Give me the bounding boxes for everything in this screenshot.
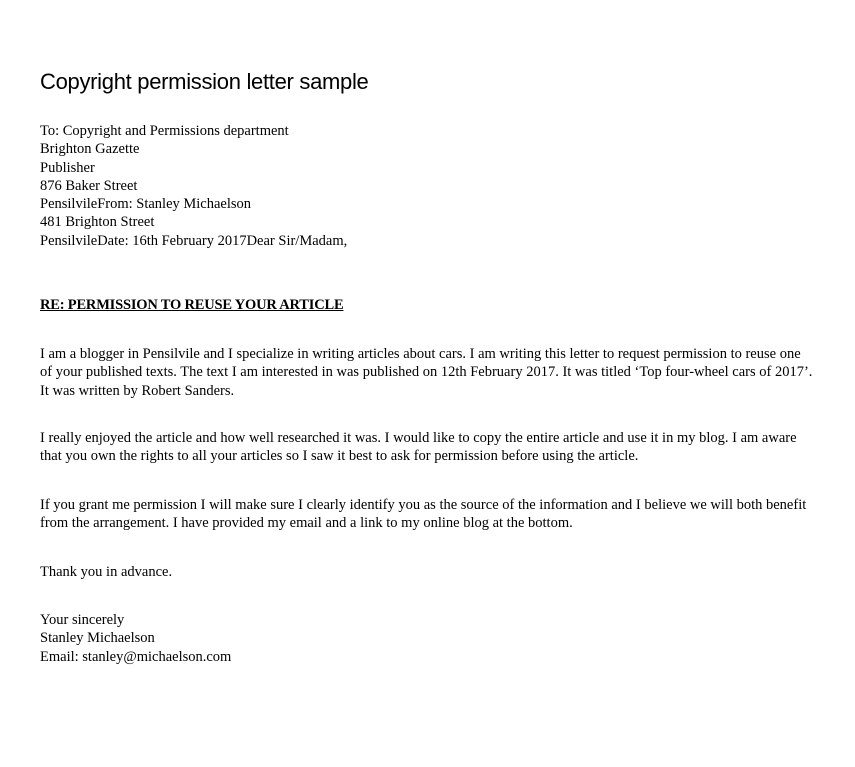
recipient-street: 876 Baker Street — [40, 177, 138, 194]
recipient-company: Brighton Gazette — [40, 141, 140, 158]
body-paragraph: I am a blogger in Pensilvile and I specialize in writing articles about cars. I am writing this letter to request permission to reuse one of your published texts. The text I am interested in was published on 12th February 2017. It was titled ‘Top four-wheel cars of 2017’. It was written by Robert Sanders. — [40, 346, 813, 399]
thanks-line: Thank you in advance. — [40, 564, 173, 580]
recipient-role: Publisher — [40, 159, 95, 176]
address-block — [40, 122, 820, 250]
sender-street: 481 Brighton Street — [40, 214, 155, 231]
signature-block — [40, 611, 231, 666]
document-title: Copyright permission letter sample — [40, 69, 369, 94]
valediction: Your sincerely — [40, 612, 125, 628]
recipient-line: To: Copyright and Permissions department — [40, 123, 289, 139]
subject-line: RE: PERMISSION TO REUSE YOUR ARTICLE — [40, 297, 344, 313]
sender-line: PensilvileFrom: Stanley Michaelson — [40, 196, 252, 213]
signer-email: Email: stanley@michaelson.com — [40, 648, 232, 665]
signer-name: Stanley Michaelson — [40, 630, 155, 647]
body-paragraph: If you grant me permission I will make sure I clearly identify you as the source of the information and I believe we will both benefit from the arrangement. I have provided my email and a link to my online blog at the bottom. — [40, 497, 807, 532]
body-paragraph: I really enjoyed the article and how well researched it was. I would like to copy the entire article and use it in my blog. I am aware that you own the rights to all your articles so I saw it best to ask for permission before using the article. — [40, 430, 797, 465]
date-salutation-line: PensilvileDate: 16th February 2017Dear Sir/Madam, — [40, 232, 348, 249]
